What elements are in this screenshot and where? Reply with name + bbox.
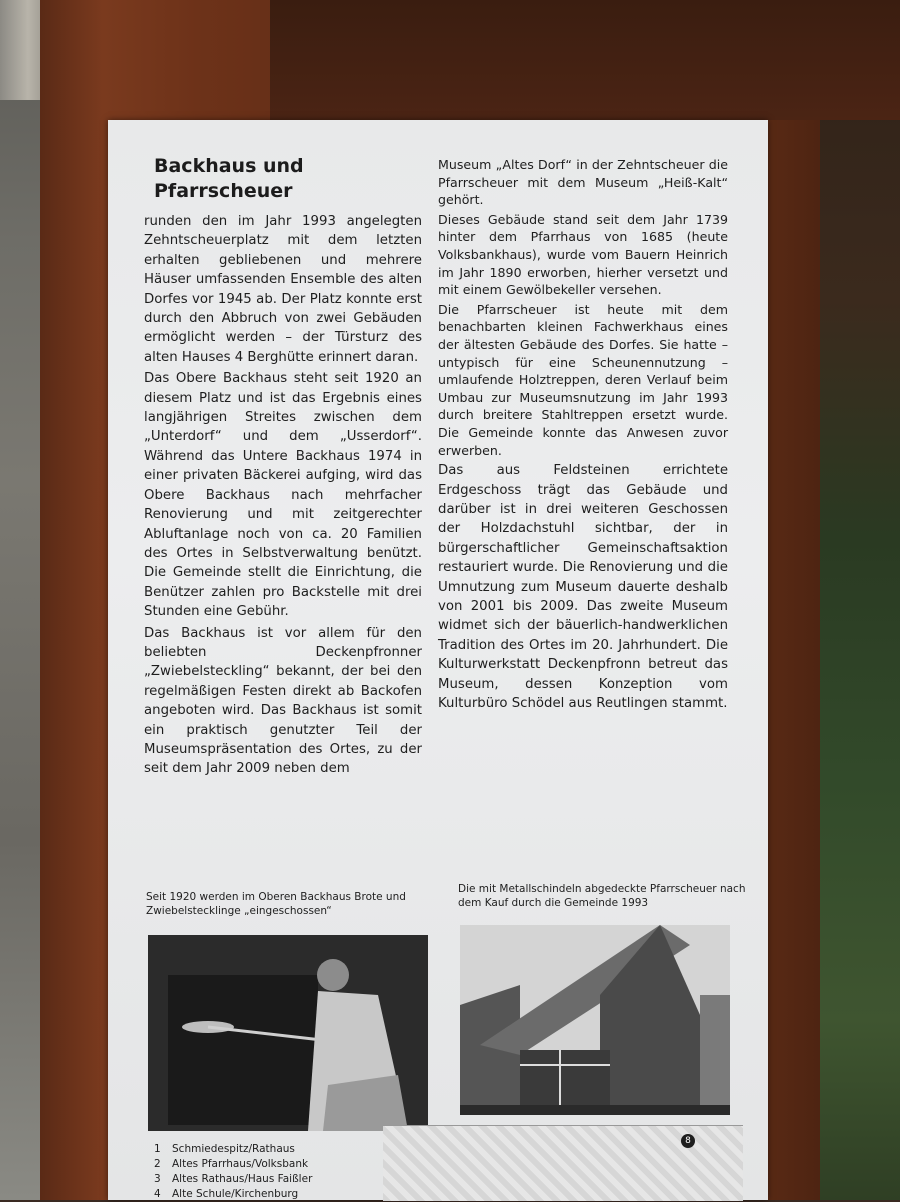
title-line: Backhaus und: [154, 155, 304, 177]
legend-number: 1: [154, 1143, 161, 1155]
photo-caption-right: Die mit Metallschindeln abgedeckte Pfarrscheuer nach dem Kauf durch die Gemeinde 1993: [458, 883, 746, 909]
sign-title: [154, 154, 374, 204]
right-text-column: [438, 156, 728, 715]
paragraph: Die Pfarrscheuer ist heute mit dem benachbarten kleinen Fachwerkhaus eines der ältesten Gebäude des Dorfes. Sie hatte – untypisch für eine Scheunennutzung – umlaufende Holztreppen, deren Verlauf beim Umbau zur Museumsnutzung im Jahr 1993 durch breitere Stahltreppen ersetzt wurde. Die Gemeinde konnte das Anwesen zuvor erwerben.: [438, 301, 728, 458]
barn-photo-art: [460, 925, 730, 1115]
legend-number: 4: [154, 1188, 161, 1200]
legend-number: 3: [154, 1173, 161, 1185]
left-text-column: [144, 212, 422, 781]
information-sign: [108, 120, 768, 1200]
barn-photo: [460, 925, 730, 1115]
bakehouse-photo: [148, 935, 428, 1131]
title-line: Pfarrscheuer: [154, 180, 293, 202]
paragraph: Das aus Feldsteinen errichtete Erdgeschoss trägt das Gebäude und darüber ist in drei weiteren Geschossen der Holzdachstuhl sichtbar, der in bürgerschaftlicher Gemeinschaftsaktion restauriert wurde. Die Renovierung und die Umnutzung zum Museum dauerte deshalb von 2001 bis 2009. Das zweite Museum widmet sich der bäuerlich-handwerklichen Tradition des Ortes im 20. Jahrhundert. Die Kulturwerkstatt Deckenpfronn betreut das Museum, dessen Konzeption vom Kulturbüro Schödel aus Reutlingen stammt.: [438, 463, 728, 711]
paragraph: Das Backhaus ist vor allem für den beliebten Deckenpfronner „Zwiebelsteckling“ bekannt, der bei den regelmäßigen Festen direkt ab Backofen angeboten wird. Das Backhaus ist somit ein praktisch genutzter Teil der Museumspräsentation des Ortes, zu der seit dem Jahr 2009 neben dem: [144, 625, 422, 777]
map-marker: 8: [681, 1134, 695, 1148]
legend-item: [154, 1172, 394, 1187]
legend-item: [154, 1157, 394, 1172]
bakehouse-photo-art: [148, 935, 428, 1131]
paragraph: runden den im Jahr 1993 angelegten Zehntscheuerplatz mit dem letzten erhalten gebliebenen und mehrere Häuser umfassenden Ensemble des alten Dorfes vor 1945 ab. Der Platz konnte erst durch den Abbruch von zwei Gebäuden ermöglicht werden – der Türsturz des alten Hauses 4 Berghütte erinnert daran.: [144, 214, 422, 365]
rusted-steel-top: [270, 0, 900, 120]
paragraph: Dieses Gebäude stand seit dem Jahr 1739 hinter dem Pfarrhaus von 1685 (heute Volksbankhaus), wurde vom Bauern Heinrich im Jahr 1890 erworben, hierher versetzt und mit einem Gewölbekeller versehen.: [438, 211, 728, 298]
legend-label: Schmiedespitz/Rathaus: [172, 1143, 295, 1155]
legend-label: Altes Rathaus/Haus Faißler: [172, 1173, 313, 1185]
legend-number: 2: [154, 1158, 161, 1170]
legend-label: Altes Pfarrhaus/Volksbank: [172, 1158, 309, 1170]
location-legend: [154, 1142, 394, 1202]
photo-caption-left: Seit 1920 werden im Oberen Backhaus Brote und Zwiebelstecklinge „eingeschossen“: [146, 891, 406, 917]
legend-label: Alte Schule/Kirchenburg: [172, 1188, 299, 1200]
village-map: [383, 1125, 743, 1201]
paragraph: Das Obere Backhaus steht seit 1920 an diesem Platz und ist das Ergebnis eines langjährigen Streites zwischen dem „Unterdorf“ und dem „Usserdorf“. Während das Untere Backhaus 1974 in einer privaten Bäckerei aufging, wird das Obere Backhaus nach mehrfacher Renovierung und mit zeitgerechter Abluftanlage noch von ca. 20 Familien des Ortes in Selbstverwaltung benützt. Die Gemeinde stellt die Einrichtung, die Benützer zahlen pro Backstelle mit drei Stunden eine Gebühr.: [144, 371, 422, 620]
legend-item: [154, 1142, 394, 1157]
paragraph: Museum „Altes Dorf“ in der Zehntscheuer die Pfarrscheuer mit dem Museum „Heiß-Kalt“ gehört.: [438, 157, 728, 208]
